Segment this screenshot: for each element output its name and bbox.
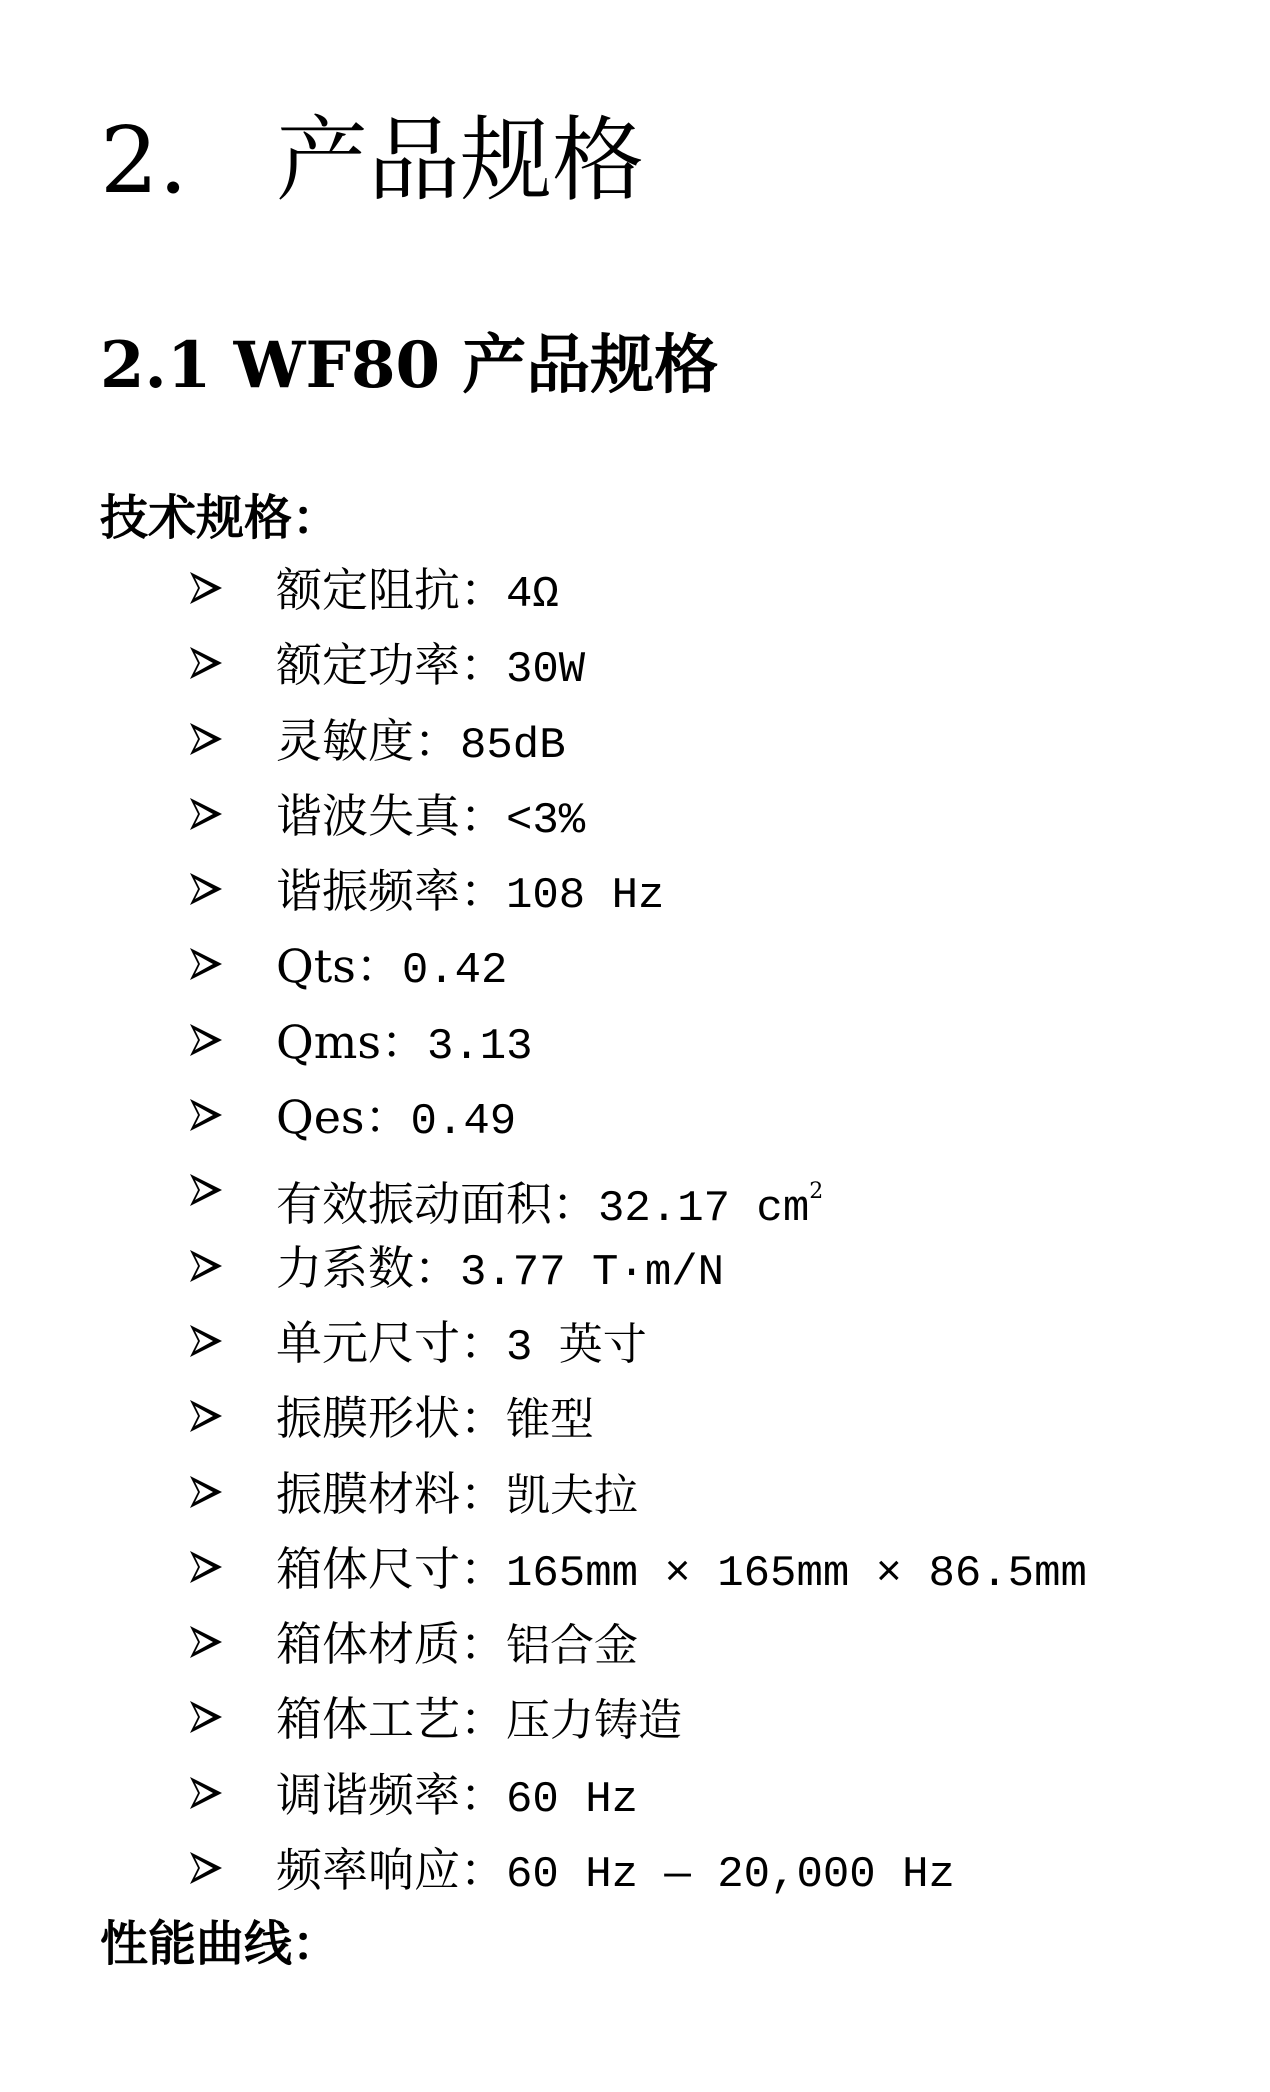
spec-text [276,635,585,700]
arrowhead-bullet-icon [186,1472,226,1512]
spec-label: 振膜材料： [276,1466,506,1521]
arrowhead-bullet-icon [186,1848,226,1888]
arrowhead-bullet-icon [186,794,226,834]
arrowhead-bullet-icon [186,1321,226,1361]
spec-text [276,1012,533,1077]
spec-text [276,1162,823,1239]
spec-label: 单元尺寸： [276,1315,506,1370]
spec-text [276,786,585,851]
spec-text [276,1464,638,1529]
spec-label: Qms： [276,1014,427,1069]
spec-label: 谐振频率： [276,864,506,919]
spec-text [276,1238,724,1303]
arrowhead-bullet-icon [186,643,226,683]
spec-item [0,1614,1270,1689]
performance-curve-label: 性能曲线： [100,1916,341,1972]
arrowhead-bullet-icon [186,1697,226,1737]
spec-text [276,711,566,776]
spec-item [0,936,1270,1011]
spec-label: 箱体工艺： [276,1692,506,1747]
spec-value: 3 英寸 [506,1322,647,1373]
spec-value: <3% [506,795,586,846]
arrowhead-bullet-icon [186,568,226,608]
spec-item [0,1388,1270,1463]
spec-item [0,560,1270,635]
spec-list [0,560,1270,1915]
spec-label: 频率响应： [276,1843,506,1898]
spec-text [276,1689,682,1754]
spec-value: 32.17 cm [598,1184,810,1235]
spec-value: 锥型 [506,1398,594,1449]
spec-text [276,1840,955,1905]
spec-value: 0.42 [401,946,508,997]
spec-text [276,1614,638,1679]
spec-value: 60 Hz — 20,000 Hz [506,1850,955,1901]
arrowhead-bullet-icon [186,1246,226,1286]
spec-value: 凯夫拉 [506,1473,638,1524]
arrowhead-bullet-icon [186,1622,226,1662]
spec-value: 60 Hz [506,1774,639,1825]
spec-text [276,560,559,625]
section-title: 产品规格 [276,107,645,214]
spec-label: 箱体尺寸： [276,1541,506,1596]
spec-item [0,1464,1270,1539]
arrowhead-bullet-icon [186,719,226,759]
spec-value: 30W [506,645,586,696]
spec-text [276,936,507,1001]
spec-label: Qts： [276,939,402,994]
spec-value: 3.13 [426,1021,533,1072]
spec-label: 额定功率： [276,638,506,693]
spec-value: 铝合金 [506,1624,638,1675]
subsection-heading: 2.1 WF80 产品规格 [100,328,719,403]
spec-label: 力系数： [276,1240,460,1295]
spec-text [276,1539,1087,1604]
spec-item [0,711,1270,786]
spec-item [0,1313,1270,1388]
section-number: 2. [100,107,188,214]
spec-text [276,861,664,926]
spec-item [0,861,1270,936]
spec-value: 165mm × 165mm × 86.5mm [506,1548,1087,1599]
arrowhead-bullet-icon [186,869,226,909]
spec-value: 0.49 [410,1097,517,1148]
arrowhead-bullet-icon [186,1020,226,1060]
spec-item [0,1238,1270,1313]
arrowhead-bullet-icon [186,1170,226,1210]
arrowhead-bullet-icon [186,1773,226,1813]
spec-item [0,1689,1270,1764]
spec-label: Qes： [276,1090,411,1145]
spec-label: 灵敏度： [276,713,460,768]
spec-value: 压力铸造 [506,1699,682,1750]
spec-value: 3.77 T·m/N [460,1247,725,1298]
spec-value: 108 Hz [506,871,665,922]
spec-item [0,786,1270,861]
spec-text [276,1765,638,1830]
spec-label: 有效振动面积： [276,1177,598,1232]
tech-specs-label: 技术规格： [100,490,341,546]
spec-unit-superscript: 2 [809,1179,824,1205]
spec-text [276,1388,594,1453]
spec-item [0,1840,1270,1915]
spec-item [0,1087,1270,1162]
spec-value: 4Ω [506,570,559,620]
spec-label: 箱体材质： [276,1617,506,1672]
section-heading [100,106,644,216]
spec-text [276,1313,647,1378]
arrowhead-bullet-icon [186,1396,226,1436]
arrowhead-bullet-icon [186,1095,226,1135]
arrowhead-bullet-icon [186,1547,226,1587]
spec-label: 振膜形状： [276,1391,506,1446]
spec-label: 谐波失真： [276,788,506,843]
spec-item [0,1162,1270,1237]
spec-item [0,1539,1270,1614]
spec-label: 调谐频率： [276,1767,506,1822]
spec-item [0,635,1270,710]
spec-label: 额定阻抗： [276,563,506,617]
spec-item [0,1765,1270,1840]
spec-item [0,1012,1270,1087]
arrowhead-bullet-icon [186,944,226,984]
spec-text [276,1087,516,1152]
spec-value: 85dB [460,720,566,771]
